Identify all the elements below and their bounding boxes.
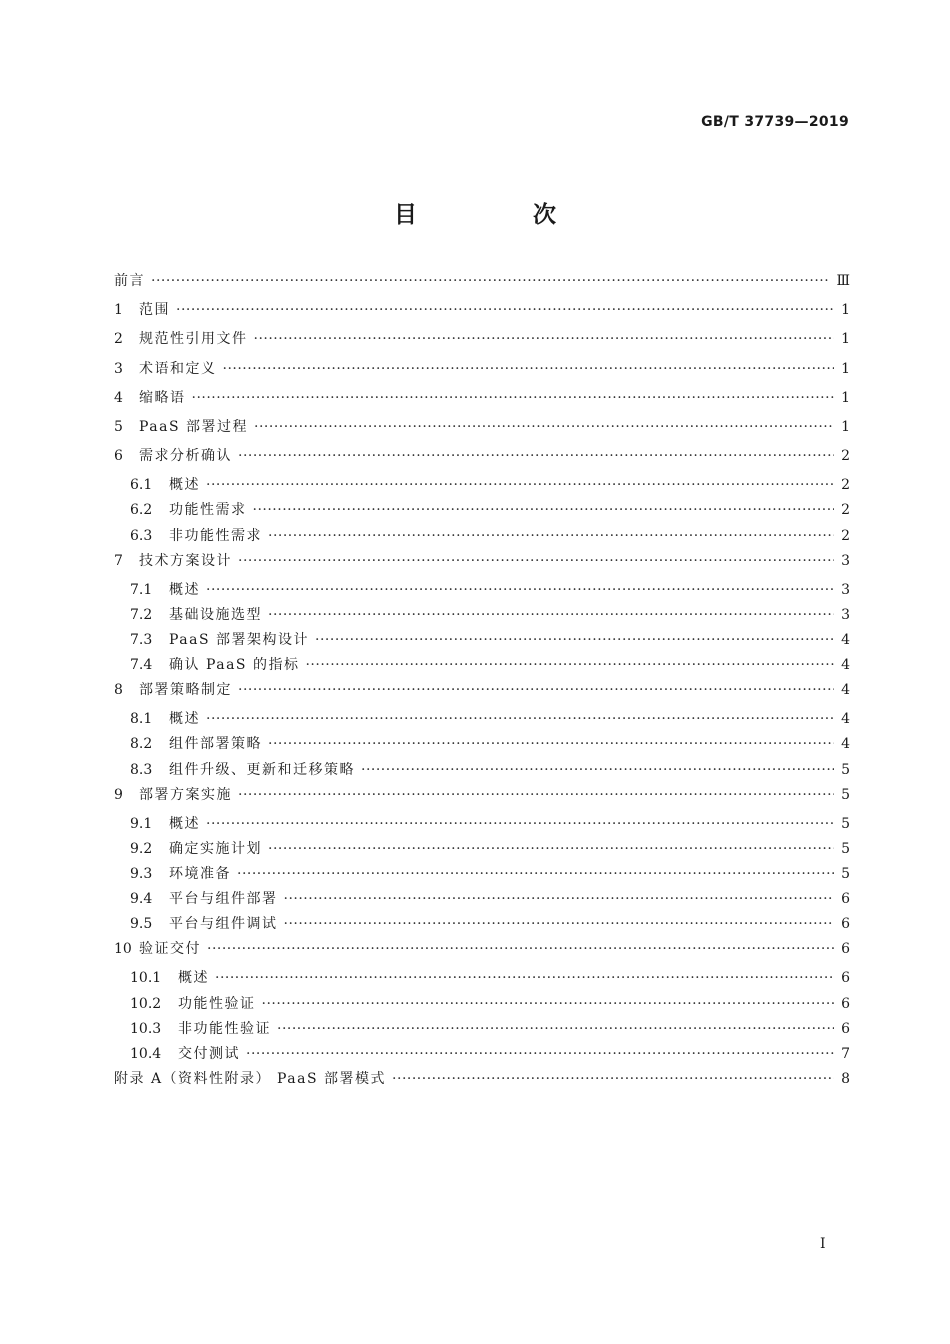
toc-entry-number: 9: [114, 786, 123, 803]
toc-entry-page: 6: [841, 1020, 850, 1037]
toc-entry-number: 6: [114, 448, 123, 465]
dot-leader: [254, 331, 835, 347]
toc-entry-number: 9.2: [130, 840, 153, 857]
toc-entry-number: 10.2: [130, 995, 162, 1012]
toc-entry-title: 确定实施计划: [169, 840, 262, 857]
toc-entry-page: Ⅲ: [836, 273, 850, 289]
toc-subentry[interactable]: [114, 967, 850, 992]
toc-entry[interactable]: [114, 270, 850, 299]
toc-entry-page: 1: [841, 389, 850, 406]
toc-entry[interactable]: [114, 1068, 850, 1097]
toc-entry-page: 1: [841, 418, 850, 435]
toc-entry-number: 3: [114, 360, 123, 377]
dot-leader: [215, 970, 834, 986]
dot-leader: [392, 1071, 834, 1087]
toc-subentry[interactable]: [114, 733, 850, 758]
toc-entry-number: 6.3: [130, 527, 153, 544]
dot-leader: [192, 390, 835, 406]
toc-entry-number: 7.2: [130, 606, 153, 623]
toc-entry-page: 3: [841, 581, 850, 598]
dot-leader: [238, 448, 834, 464]
toc-entry-page: 2: [841, 448, 850, 465]
toc-entry-number: 8.3: [130, 761, 153, 778]
dot-leader: [176, 302, 834, 318]
toc-entry-title: 概述: [169, 815, 200, 832]
toc-subentry[interactable]: [114, 838, 850, 863]
toc-entry-title: 组件升级、更新和迁移策略: [169, 761, 355, 778]
toc-entry-page: 5: [841, 815, 850, 832]
toc-entry-number: 9.1: [130, 815, 153, 832]
toc-subentry[interactable]: [114, 604, 850, 629]
toc-entry[interactable]: [114, 387, 850, 416]
toc-entry-number: 9.4: [130, 891, 153, 908]
toc-subentry[interactable]: [114, 759, 850, 784]
page-number: Ⅰ: [820, 1236, 826, 1252]
toc-entry-number: 7.1: [130, 581, 153, 598]
toc-entry-title: 前言: [114, 273, 145, 289]
toc-entry-page: 6: [841, 916, 850, 933]
toc-subentry[interactable]: [114, 863, 850, 888]
toc-entry-number: 8.1: [130, 711, 153, 728]
dot-leader: [246, 1046, 834, 1062]
toc-subentry[interactable]: [114, 888, 850, 913]
toc-title: 目 次: [393, 202, 610, 228]
toc-entry-title: 需求分析确认: [139, 448, 232, 465]
toc-entry-page: 3: [841, 552, 850, 569]
toc-entry[interactable]: [114, 550, 850, 579]
dot-leader: [268, 736, 834, 752]
toc-entry-number: 8: [114, 682, 123, 699]
toc-entry-number: 9.5: [130, 916, 153, 933]
toc-entry-page: 6: [841, 995, 850, 1012]
dot-leader: [206, 816, 834, 832]
toc-entry-page: 5: [841, 761, 850, 778]
toc-entry-title: 概述: [178, 970, 209, 987]
dot-leader: [238, 682, 834, 698]
toc-entry[interactable]: [114, 938, 850, 967]
toc-entry-page: 5: [841, 866, 850, 882]
toc-entry-title: 确认 PaaS 的指标: [169, 657, 300, 674]
toc-entry-page: 2: [841, 527, 850, 544]
toc-entry-number: 7.3: [130, 631, 153, 648]
toc-subentry[interactable]: [114, 629, 850, 654]
toc-entry-number: 6.1: [130, 477, 153, 494]
toc-subentry[interactable]: [114, 525, 850, 550]
toc-entry-title: 基础设施选型: [169, 606, 262, 623]
toc-entry[interactable]: [114, 328, 850, 357]
dot-leader: [268, 607, 834, 623]
toc-entry-page: 4: [841, 657, 850, 674]
dot-leader: [277, 1021, 834, 1037]
toc-entry-title: 缩略语: [139, 389, 186, 406]
dot-leader: [268, 841, 834, 857]
toc-entry-title: 平台与组件调试: [169, 916, 278, 933]
toc-entry-number: 2: [114, 331, 123, 348]
dot-leader: [237, 866, 834, 882]
toc-entry-title: 规范性引用文件: [139, 331, 248, 348]
toc-entry-number: 6.2: [130, 502, 153, 519]
toc-entry-page: 4: [841, 711, 850, 728]
toc-entry-page: 5: [841, 840, 850, 857]
toc-entry[interactable]: [114, 679, 850, 708]
toc-entry-page: 4: [841, 736, 850, 753]
dot-leader: [254, 419, 834, 435]
dot-leader: [223, 361, 835, 377]
toc-entry-title: 部署方案实施: [139, 786, 232, 803]
toc-entry-title: 环境准备: [169, 866, 231, 882]
dot-leader: [315, 632, 834, 648]
toc-entry-title: 组件部署策略: [169, 736, 262, 753]
toc-entry-page: 3: [841, 606, 850, 623]
toc-subentry[interactable]: [114, 579, 850, 604]
dot-leader: [206, 477, 834, 493]
toc-subentry[interactable]: [114, 654, 850, 679]
toc-entry[interactable]: [114, 299, 850, 328]
toc-entry-page: 4: [841, 682, 850, 699]
toc-entry-number: 8.2: [130, 736, 153, 753]
toc-entry-number: 10.1: [130, 970, 162, 987]
toc-subentry[interactable]: [114, 913, 850, 938]
toc-entry-title: 验证交付: [139, 941, 201, 958]
toc-entry-title: 部署策略制定: [139, 682, 232, 699]
toc-entry-title: 术语和定义: [139, 360, 217, 377]
toc-entry-number: 9.3: [130, 866, 153, 882]
dot-leader: [305, 657, 834, 673]
toc-entry-number: 10.4: [130, 1045, 162, 1062]
toc-entry-number: 4: [114, 389, 123, 406]
toc-subentry[interactable]: [114, 499, 850, 524]
standard-code: GB/T 37739—2019: [701, 114, 849, 130]
toc-entry-number: 10.3: [130, 1020, 162, 1037]
toc-subentry[interactable]: [114, 1018, 850, 1043]
toc-entry-number: 10: [114, 941, 132, 958]
toc-entry-title: 技术方案设计: [139, 552, 232, 569]
toc-entry-page: 1: [841, 360, 850, 377]
toc-entry-page: 6: [841, 941, 850, 958]
toc-entry-title: 平台与组件部署: [169, 891, 278, 908]
dot-leader: [262, 996, 835, 1012]
toc-entry-page: 6: [841, 970, 850, 987]
dot-leader: [207, 941, 834, 957]
toc-entry-page: 1: [841, 331, 850, 348]
dot-leader: [206, 711, 834, 727]
toc-entry-page: 6: [841, 891, 850, 908]
dot-leader: [284, 916, 835, 932]
toc-entry-title: 非功能性验证: [178, 1020, 271, 1037]
dot-leader: [284, 891, 835, 907]
dot-leader: [268, 528, 834, 544]
toc-entry-number: 7.4: [130, 657, 153, 674]
toc-entry-number: 5: [114, 418, 123, 435]
table-of-contents: [114, 270, 850, 1097]
toc-entry[interactable]: [114, 445, 850, 474]
toc-entry-title: 概述: [169, 711, 200, 728]
toc-subentry[interactable]: [114, 474, 850, 499]
toc-entry-page: 1: [841, 302, 850, 319]
toc-entry-title: 非功能性需求: [169, 527, 262, 544]
toc-entry[interactable]: [114, 416, 850, 445]
toc-entry-title: 附录 A（资料性附录） PaaS 部署模式: [114, 1070, 387, 1087]
toc-entry-page: 2: [841, 502, 850, 519]
toc-entry-page: 8: [841, 1070, 850, 1087]
toc-entry-page: 2: [841, 477, 850, 494]
dot-leader: [253, 502, 835, 518]
toc-subentry[interactable]: [114, 813, 850, 838]
toc-entry-title: 功能性验证: [178, 995, 256, 1012]
toc-entry-title: 范围: [139, 302, 170, 319]
toc-entry[interactable]: [114, 358, 850, 387]
toc-subentry[interactable]: [114, 993, 850, 1018]
toc-entry-page: 5: [841, 786, 850, 803]
dot-leader: [206, 582, 834, 598]
toc-entry-title: 功能性需求: [169, 502, 247, 519]
toc-entry-title: 交付测试: [178, 1045, 240, 1062]
toc-entry-page: 4: [841, 631, 850, 648]
toc-entry[interactable]: [114, 784, 850, 813]
toc-entry-title: PaaS 部署过程: [139, 418, 249, 435]
dot-leader: [361, 762, 834, 778]
toc-entry-title: 概述: [169, 477, 200, 494]
toc-subentry[interactable]: [114, 1043, 850, 1068]
toc-entry-title: PaaS 部署架构设计: [169, 631, 310, 648]
toc-entry-title: 概述: [169, 581, 200, 598]
dot-leader: [238, 787, 834, 803]
toc-entry-number: 7: [114, 552, 123, 569]
toc-subentry[interactable]: [114, 708, 850, 733]
toc-entry-page: 7: [841, 1045, 850, 1062]
toc-entry-number: 1: [114, 302, 123, 319]
dot-leader: [151, 273, 830, 289]
dot-leader: [238, 553, 834, 569]
